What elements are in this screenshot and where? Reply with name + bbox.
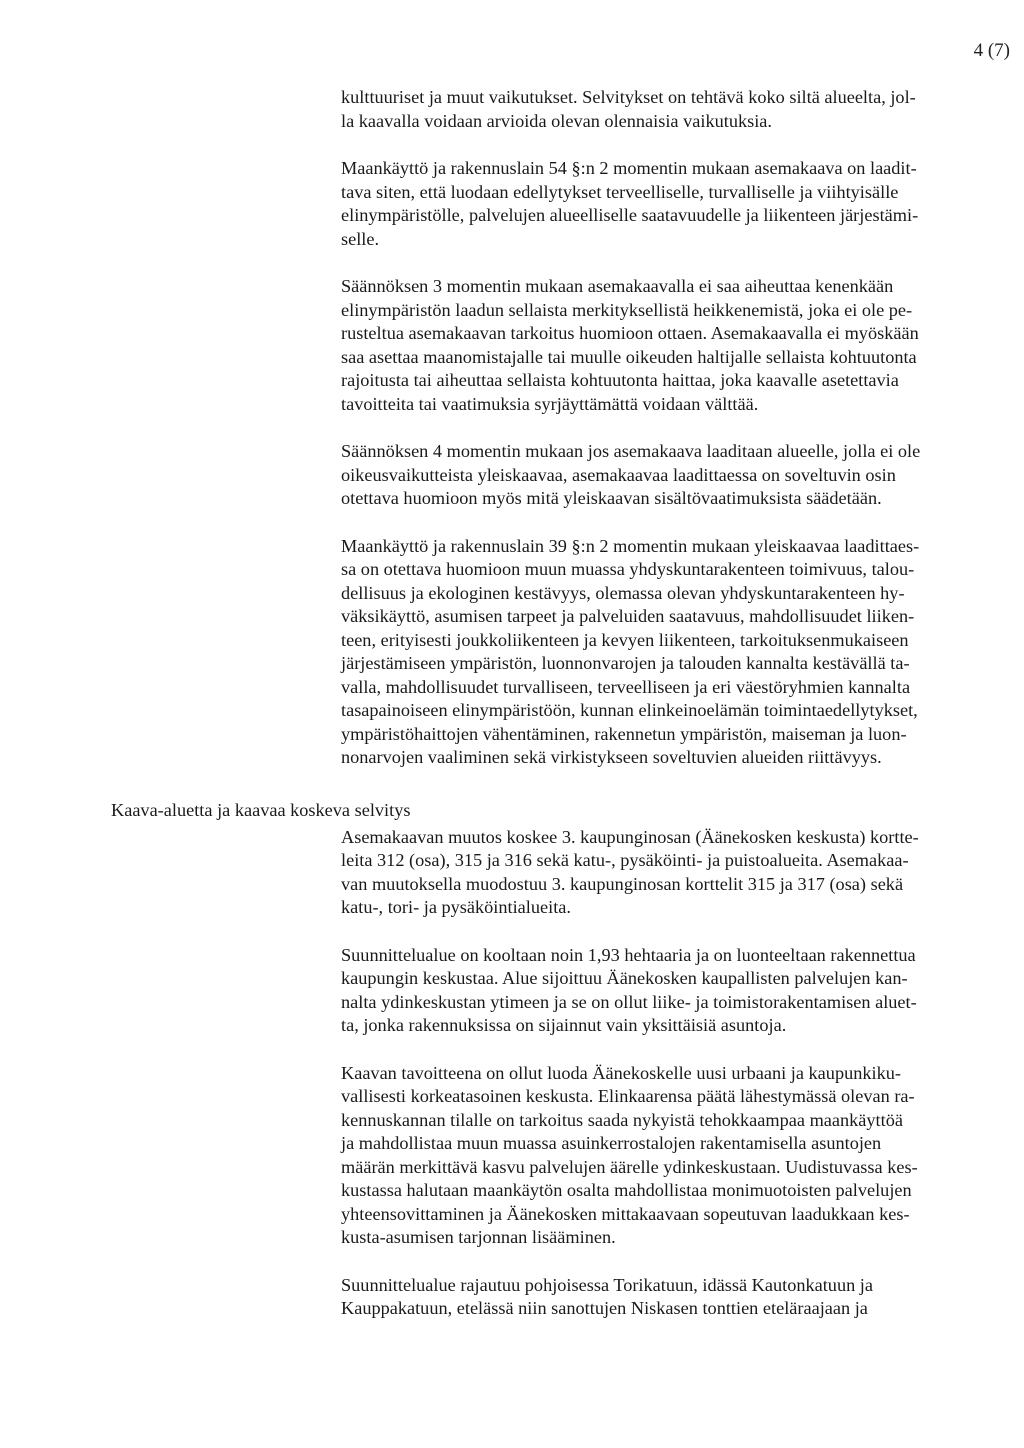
- paragraph-3: Säännöksen 3 momentin mukaan asemakaavalla ei saa aiheuttaa kenenkään elinympäristön laadun sellaista merkityksellistä heikkenemistä, joka ei ole pe- rusteltua asemakaavan tarkoitus huomioon ottaen. Asemakaavalla ei myöskään saa asettaa maanomistajalle tai muulle oikeuden haltijalle sellaista kohtuutonta rajoitusta tai aiheuttaa sellaista kohtuutonta haittaa, joka kaavalle asetettavia tavoitteita tai vaatimuksia syrjäyttämättä voidaan välttää.: [341, 276, 919, 414]
- paragraph-6: Asemakaavan muutos koskee 3. kaupunginosan (Äänekosken keskusta) kortte- leita 312 (osa), 315 ja 316 sekä katu-, pysäköinti- ja puistoalueita. Asemakaa- van muutoksella muodostuu 3. kaupunginosan korttelit 315 ja 317 (osa) sekä katu-, tori- ja pysäköintialueita.: [341, 826, 919, 917]
- paragraph-9: Suunnittelualue rajautuu pohjoisessa Torikatuun, idässä Kautonkatuun ja Kauppakatuun, etelässä niin sanottujen Niskasen tonttien eteläraajaan ja: [341, 1274, 873, 1318]
- page-number: 4 (7): [973, 40, 1010, 61]
- paragraph-7: Suunnittelualue on kooltaan noin 1,93 hehtaaria ja on luonteeltaan rakennettua kaupungin keskustaa. Alue sijoittuu Äänekosken kaupallisten palvelujen kan- nalta ydinkeskustan ytimeen ja se on ollut liike- ja toimistorakentamisen aluet- ta, jonka rakennuksissa on sijainnut vain yksittäisiä asuntoja.: [341, 944, 917, 1035]
- paragraph-8: Kaavan tavoitteena on ollut luoda Äänekoskelle uusi urbaani ja kaupunkiku- vallisesti korkeatasoinen keskusta. Elinkaarensa päätä lähestymässä olevan ra- kennuskannan tilalle on tarkoitus saada nykyistä tehokkaampaa maankäyttöä ja mahdollistaa muun muassa asuinkerrostalojen rakentamisella asuntojen määrän merkittävä kasvu palvelujen äärelle ydinkeskustaan. Uudistuvassa kes- kustassa halutaan maankäytön osalta mahdollistaa monimuotoisten palvelujen yhteensovittaminen ja Äänekosken mittakaavaan sopeutuvan laadukkaan kes- kusta-asumisen tarjonnan lisääminen.: [341, 1062, 918, 1247]
- paragraph-2: Maankäyttö ja rakennuslain 54 §:n 2 momentin mukaan asemakaava on laadit- tava siten, että luodaan edellytykset terveelliselle, turvalliselle ja viihtyisälle elinympäristölle, palvelujen alueelliselle saatavuudelle ja liikenteen järjestämi- selle.: [341, 158, 919, 249]
- paragraph-1: kulttuuriset ja muut vaikutukset. Selvitykset on tehtävä koko siltä alueelta, jol- la kaavalla voidaan arvioida olevan olennaisia vaikutuksia.: [341, 87, 916, 131]
- section-heading-kaava-alue: Kaava-aluetta ja kaavaa koskeva selvitys: [111, 800, 411, 820]
- document-body: [341, 86, 1013, 1345]
- paragraph-4: Säännöksen 4 momentin mukaan jos asemakaava laaditaan alueelle, jolla ei ole oikeusvaikutteista yleiskaavaa, asemakaavaa laadittaessa on soveltuvin osin otettava huomioon myös mitä yleiskaavan sisältövaatimuksista säädetään.: [341, 441, 921, 508]
- paragraph-5: Maankäyttö ja rakennuslain 39 §:n 2 momentin mukaan yleiskaavaa laadittaes- sa on otettava huomioon muun muassa yhdyskuntarakenteen toimivuus, talou- dellisuus ja ekologinen kestävyys, olemassa olevan yhdyskuntarakenteen hy- väksikäyttö, asumisen tarpeet ja palveluiden saatavuus, mahdollisuudet liiken- teen, erityisesti joukkoliikenteen ja kevyen liikenteen, tarkoituksenmukaiseen järjestämiseen ympäristön, luonnonvarojen ja talouden kannalta kestävällä ta- valla, mahdollisuudet turvalliseen, terveelliseen ja eri väestöryhmien kannalta tasapainoiseen elinympäristöön, kunnan elinkeinoelämän toimintaedellytykset, ympäristöhaittojen vähentäminen, rakennetun ympäristön, maiseman ja luon- nonarvojen vaaliminen sekä virkistykseen soveltuvien alueiden riittävyys.: [341, 535, 920, 767]
